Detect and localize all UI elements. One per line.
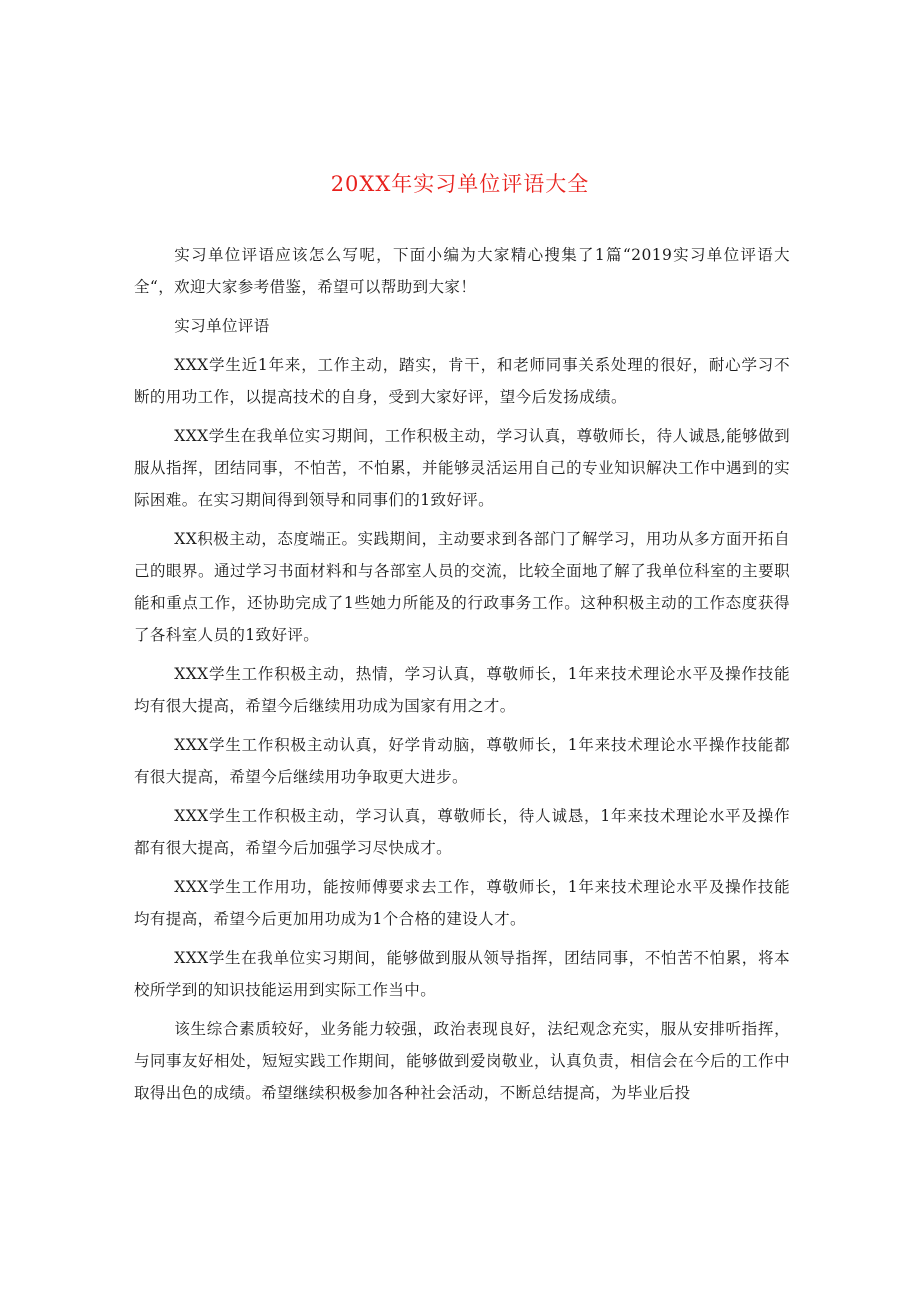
comment-paragraph: XXX学生工作积极主动，学习认真，尊敬师长，待人诚恳，1年来技术理论水平及操作都有很大提高，希望今后加强学习尽快成才。 [134, 807, 790, 857]
comment-paragraph: XXX学生在我单位实习期间，能够做到服从领导指挥，团结同事，不怕苦不怕累，将本校所学到的知识技能运用到实际工作当中。 [134, 949, 790, 999]
document-body [134, 239, 790, 1116]
comment-paragraph: XXX学生工作积极主动认真，好学肯动脑，尊敬师长，1年来技术理论水平操作技能都有很大提高，希望今后继续用功争取更大进步。 [134, 736, 790, 786]
section-heading: 实习单位评语 [174, 317, 270, 335]
comment-paragraph: XXX学生工作用功，能按师傅要求去工作，尊敬师长，1年来技术理论水平及操作技能均有提高，希望今后更加用功成为1个合格的建设人才。 [134, 878, 790, 928]
comment-paragraph: XXX学生在我单位实习期间，工作积极主动，学习认真，尊敬师长，待人诚恳,能够做到服从指挥，团结同事，不怕苦，不怕累，并能够灵活运用自己的专业知识解决工作中遇到的实际困难。在实习期间得到领导和同事们的1致好评。 [134, 427, 790, 509]
intro-paragraph: 实习单位评语应该怎么写呢，下面小编为大家精心搜集了1篇“2019实习单位评语大全“，欢迎大家参考借鉴，希望可以帮助到大家！ [134, 246, 790, 296]
comment-paragraph: XX积极主动，态度端正。实践期间，主动要求到各部门了解学习，用功从多方面开拓自己的眼界。通过学习书面材料和与各部室人员的交流，比较全面地了解了我单位科室的主要职能和重点工作，还协助完成了1些她力所能及的行政事务工作。这种积极主动的工作态度获得了各科室人员的1致好评。 [134, 530, 790, 644]
document-title: 20XX年实习单位评语大全 [330, 172, 590, 196]
comment-paragraph: XXX学生近1年来，工作主动，踏实，肯干，和老师同事关系处理的很好，耐心学习不断的用功工作，以提高技术的自身，受到大家好评，望今后发扬成绩。 [134, 356, 790, 406]
comment-paragraph: XXX学生工作积极主动，热情，学习认真，尊敬师长，1年来技术理论水平及操作技能均有很大提高，希望今后继续用功成为国家有用之才。 [134, 665, 790, 715]
comment-paragraph: 该生综合素质较好，业务能力较强，政治表现良好，法纪观念充实，服从安排听指挥，与同事友好相处，短短实践工作期间，能够做到爱岗敬业，认真负责，相信会在今后的工作中取得出色的成绩。希望继续积极参加各种社会活动，不断总结提高，为毕业后投 [134, 1020, 790, 1102]
